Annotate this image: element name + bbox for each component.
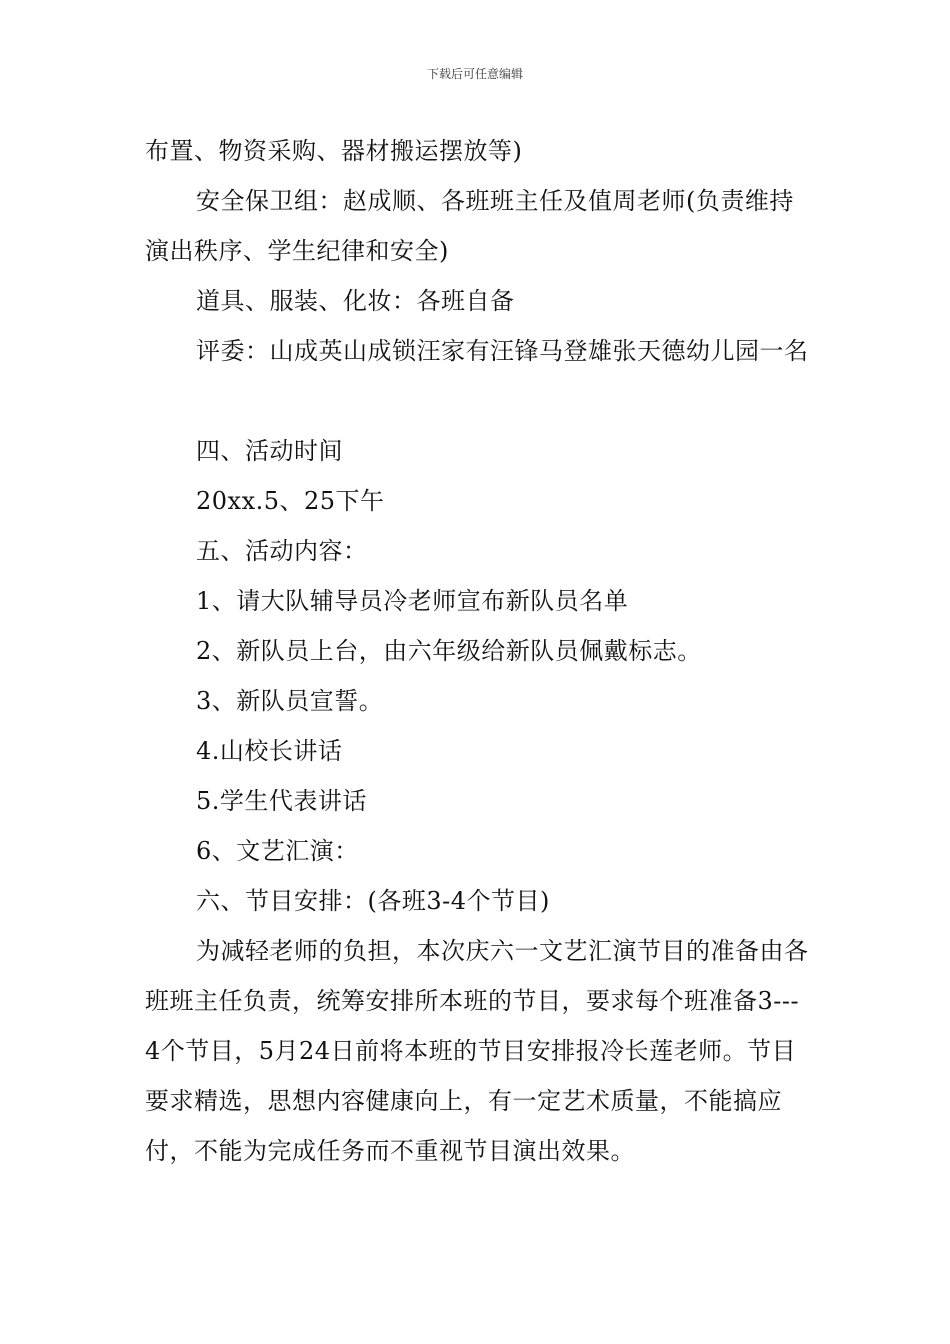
paragraph-props-costume: 道具、服装、化妆：各班自备	[196, 287, 515, 315]
list-item-6: 6、文艺汇演：	[196, 837, 359, 865]
list-item-1: 1、请大队辅导员冷老师宣布新队员名单	[196, 587, 629, 615]
paragraph-continuation: 布置、物资采购、器材搬运摆放等)	[145, 137, 523, 165]
list-item-3: 3、新队员宣誓。	[196, 687, 384, 715]
list-item-2: 2、新队员上台，由六年级给新队员佩戴标志。	[196, 637, 702, 665]
section-heading-activity-content: 五、活动内容：	[196, 537, 368, 565]
paragraph-program-requirements: 为减轻老师的负担，本次庆六一文艺汇演节目的准备由各班班主任负责，统筹安排所本班的节目，要求每个班准备3---4个节目，5月24日前将本班的节目安排报冷长莲老师。节目要求精选，思想内容健康向上，有一定艺术质量，不能搞应付，不能为完成任务而不重视节目演出效果。	[145, 937, 809, 1165]
section-heading-program-arrangement: 六、节目安排：(各班3-4个节目)	[196, 887, 550, 915]
section-heading-activity-time: 四、活动时间	[196, 437, 343, 465]
paragraph-security-group: 安全保卫组：赵成顺、各班班主任及值周老师(负责维持演出秩序、学生纪律和安全)	[145, 187, 794, 265]
paragraph-activity-date: 20xx.5、25下午	[196, 487, 385, 515]
list-item-4: 4.山校长讲话	[196, 737, 343, 765]
page-header-note: 下载后可任意编辑	[426, 67, 523, 81]
list-item-5: 5.学生代表讲话	[196, 787, 367, 815]
paragraph-judges: 评委：山成英山成锁汪家有汪锋马登雄张天德幼儿园一名	[196, 337, 809, 365]
document-body	[145, 126, 810, 1226]
